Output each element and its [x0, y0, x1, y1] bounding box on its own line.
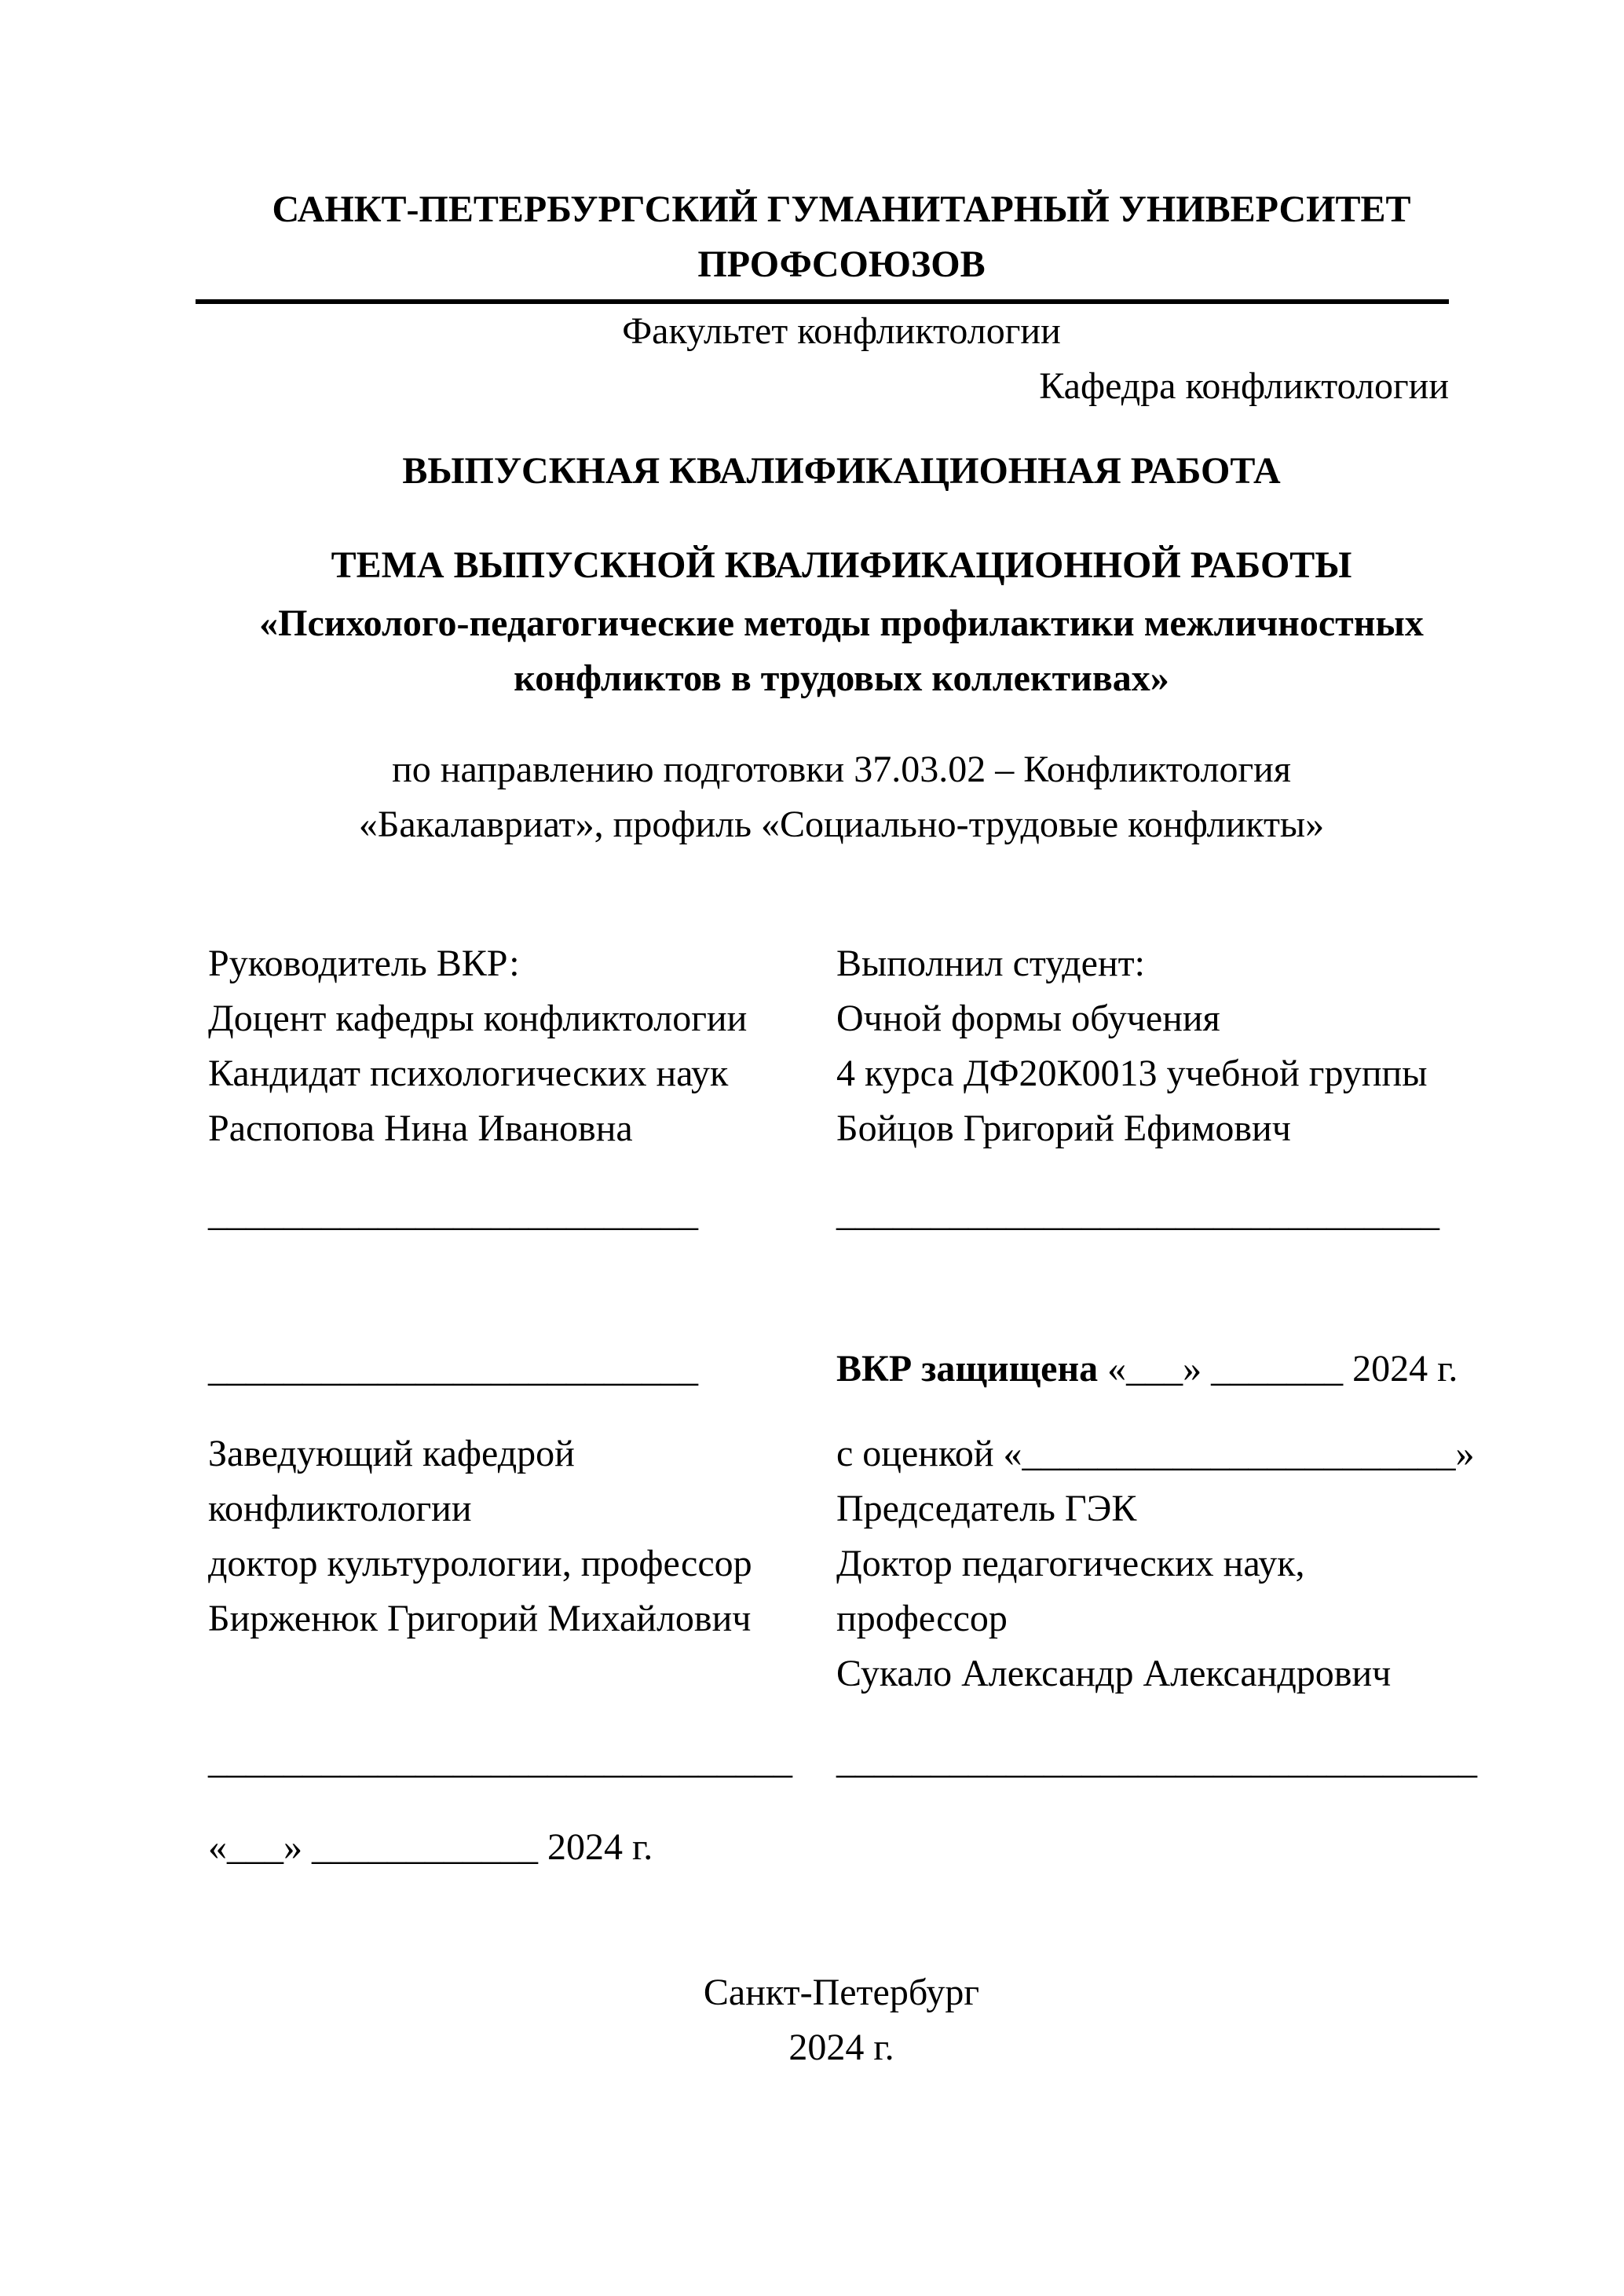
- chair-name: Сукало Александр Александрович: [836, 1653, 1392, 1694]
- signature-row-1: [208, 1186, 1475, 1241]
- signature-row-2: [208, 1342, 1475, 1397]
- head-chair-row: [208, 1426, 1475, 1701]
- date-blank-line: «___» ____________ 2024 г.: [208, 1826, 653, 1868]
- head-signature-line: _______________________________: [208, 1740, 792, 1782]
- head-role-line1: Заведующий кафедрой: [208, 1433, 575, 1474]
- supervisor-role-label: Руководитель ВКР:: [208, 943, 520, 984]
- student-study-form: Очной формы обучения: [836, 998, 1220, 1039]
- student-signature-line: ________________________________: [836, 1192, 1439, 1234]
- program-line1: по направлению подготовки 37.03.02 – Конфликтология: [392, 749, 1291, 790]
- head-degree: доктор культурологии, профессор: [208, 1543, 752, 1584]
- chair-signature-line: __________________________________: [836, 1740, 1477, 1782]
- grade-line: с оценкой «_______________________»: [836, 1433, 1475, 1474]
- head-of-department-block: [208, 1426, 836, 1701]
- year-line: 2024 г.: [788, 2027, 894, 2068]
- chair-title: профессор: [836, 1598, 1008, 1639]
- supervisor-position: Доцент кафедры конфликтологии: [208, 998, 748, 1039]
- faculty-line: Факультет конфликтологии: [622, 310, 1061, 352]
- defended-date-blanks: «___» _______ 2024 г.: [1098, 1348, 1458, 1390]
- defended-label: ВКР защищена: [836, 1348, 1099, 1390]
- chair-degree: Доктор педагогических наук,: [836, 1543, 1305, 1584]
- student-role-label: Выполнил студент:: [836, 943, 1145, 984]
- student-group: 4 курса ДФ20К0013 учебной группы: [836, 1053, 1428, 1094]
- supervisor-signature-line: __________________________: [208, 1192, 698, 1234]
- theme-title-line2: конфликтов в трудовых коллективах»: [514, 657, 1169, 699]
- student-block: [836, 936, 1475, 1156]
- head-name: Бирженюк Григорий Михайлович: [208, 1598, 752, 1639]
- signature-row-3: [208, 1734, 1475, 1789]
- supervisor-name: Распопова Нина Ивановна: [208, 1108, 633, 1149]
- supervisor-degree: Кандидат психологических наук: [208, 1053, 729, 1094]
- supervisor-signature-line-2: __________________________: [208, 1348, 698, 1390]
- footer-block: [208, 1965, 1475, 2075]
- supervisor-block: [208, 936, 836, 1156]
- work-type-title: ВЫПУСКНАЯ КВАЛИФИКАЦИОННАЯ РАБОТА: [402, 450, 1281, 492]
- defense-date-line: [836, 1342, 1475, 1397]
- theme-title-line1: «Психолого-педагогические методы профилактики межличностных: [259, 602, 1424, 644]
- gek-chair-block: [836, 1426, 1475, 1701]
- supervisor-student-row: [208, 936, 1475, 1156]
- theme-label: ТЕМА ВЫПУСКНОЙ КВАЛИФИКАЦИОННОЙ РАБОТЫ: [331, 544, 1352, 586]
- program-line2: «Бакалавриат», профиль «Социально-трудовые конфликты»: [358, 804, 1325, 845]
- department-line: Кафедра конфликтологии: [1039, 365, 1449, 407]
- city-line: Санкт-Петербург: [703, 1972, 980, 2013]
- student-name: Бойцов Григорий Ефимович: [836, 1108, 1291, 1149]
- head-role-line2: конфликтологии: [208, 1488, 472, 1529]
- university-name-line1: САНКТ-ПЕТЕРБУРГСКИЙ ГУМАНИТАРНЫЙ УНИВЕРСИТЕТ: [272, 189, 1411, 230]
- chair-role-label: Председатель ГЭК: [836, 1488, 1137, 1529]
- university-name: [208, 182, 1475, 292]
- university-name-line2: ПРОФСОЮЗОВ: [697, 244, 986, 285]
